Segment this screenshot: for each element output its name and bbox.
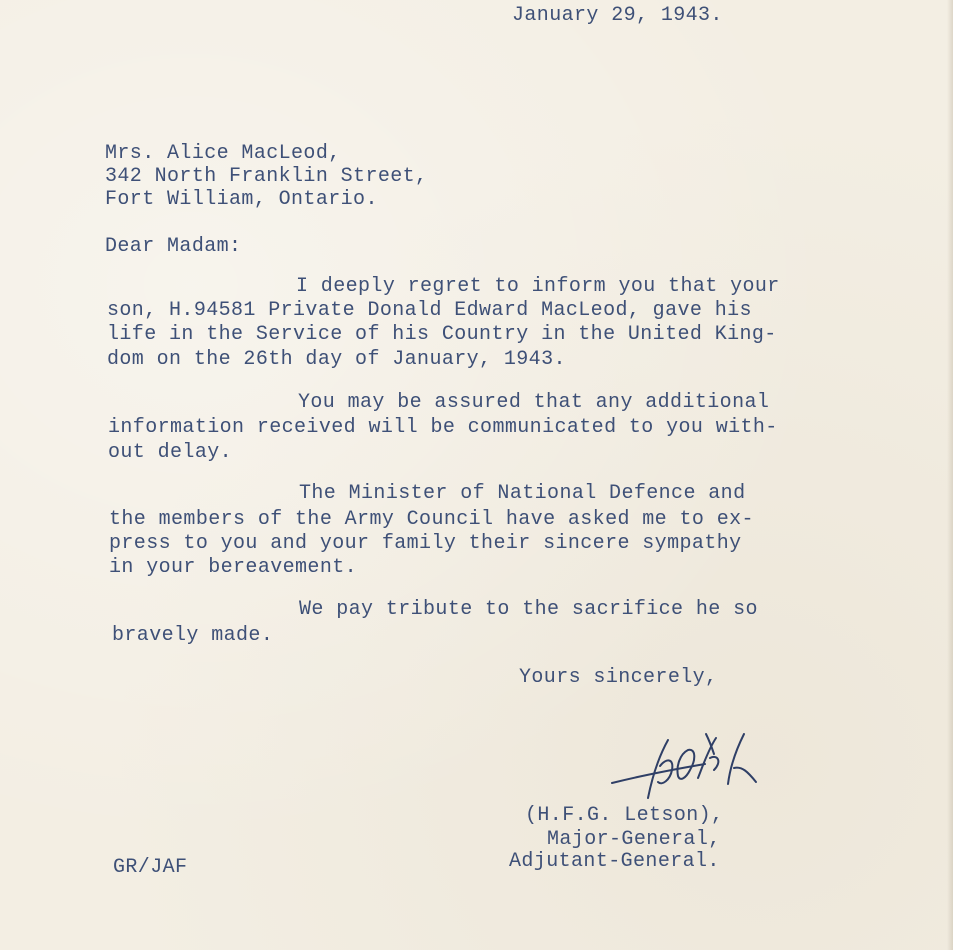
letter-date: January 29, 1943. [512,4,723,27]
paragraph3-line1: The Minister of National Defence and [299,482,746,505]
addressee-name: Mrs. Alice MacLeod, [105,142,341,165]
paragraph1-line1: I deeply regret to inform you that your [296,275,780,298]
paragraph1-line4: dom on the 26th day of January, 1943. [107,348,566,371]
paragraph2-line1: You may be assured that any additional [298,391,770,414]
reference-initials: GR/JAF [113,856,188,879]
paragraph3-line4: in your bereavement. [109,556,358,579]
salutation: Dear Madam: [105,235,242,258]
paragraph3-line2: the members of the Army Council have asked me to ex- [109,508,754,531]
signatory-name: (H.F.G. Letson), [525,804,724,827]
paragraph4-line2: bravely made. [112,624,274,647]
addressee-city: Fort William, Ontario. [105,188,378,211]
paragraph3-line3: press to you and your family their sincere sympathy [109,532,742,555]
paragraph1-line3: life in the Service of his Country in the United King- [107,323,777,346]
handwritten-signature [610,728,770,803]
addressee-street: 342 North Franklin Street, [105,165,428,188]
signatory-title: Adjutant-General. [509,850,720,873]
closing: Yours sincerely, [519,666,718,689]
paper-edge-shadow [947,0,953,950]
paragraph4-line1: We pay tribute to the sacrifice he so [299,598,758,621]
paragraph2-line3: out delay. [108,441,233,464]
paragraph1-line2: son, H.94581 Private Donald Edward MacLeod, gave his [107,299,752,322]
signatory-rank: Major-General, [547,828,721,851]
paragraph2-line2: information received will be communicated to you with- [108,416,778,439]
